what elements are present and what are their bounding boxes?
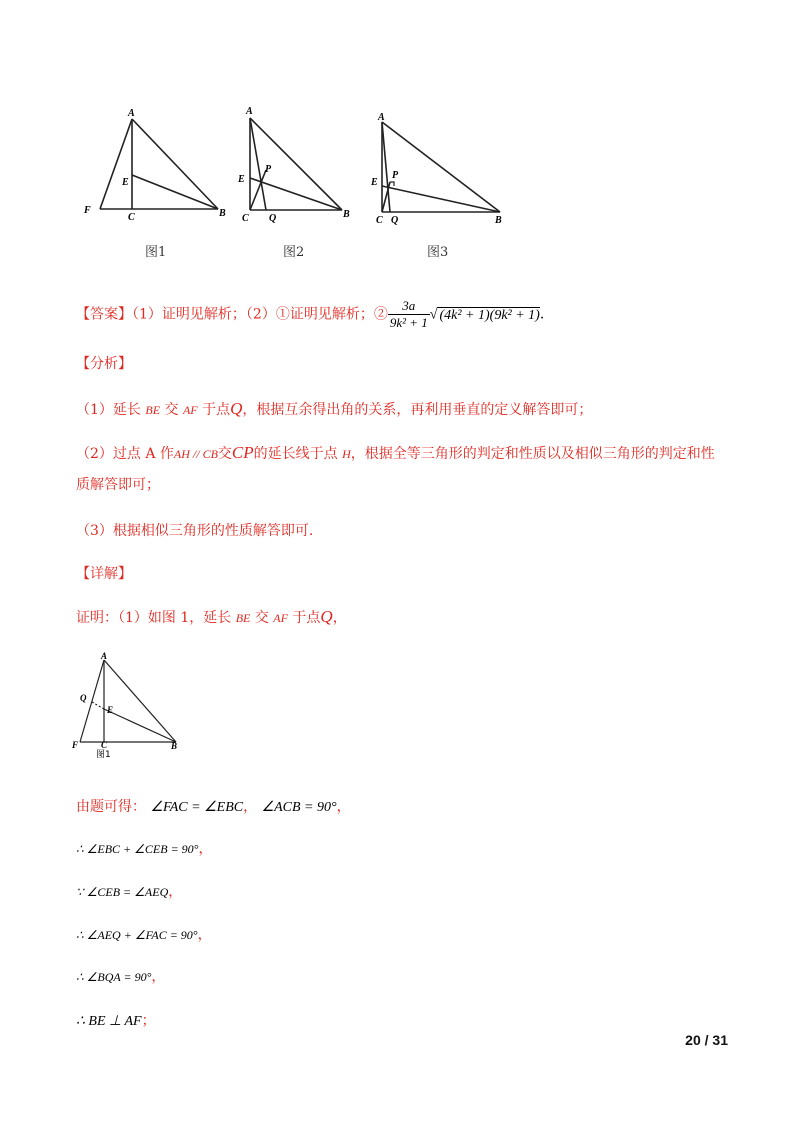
figure-2-caption: 图2 (283, 245, 305, 260)
answer-line: 【答案】（1）证明见解析；（2）①证明见解析；② $\frac{3a}{\text{9k² + 1}}$ √ (4k² + 1)(9k² + 1). (76, 298, 545, 330)
svg-text:Q: Q (269, 213, 277, 224)
figure-2 (232, 100, 357, 229)
figure-detail-diagram (66, 650, 191, 760)
svg-text:C: C (242, 213, 249, 224)
figure-1-caption: 图1 (145, 245, 167, 260)
svg-text:C: C (376, 215, 383, 226)
detail-step-5: ∴ ∠BQA = 90°， (76, 969, 166, 985)
figure-1 (78, 105, 238, 227)
detail-step-6: ∴ BE ⊥ AF； (76, 1013, 156, 1029)
svg-text:图1: 图1 (96, 750, 111, 760)
svg-text:E: E (371, 177, 378, 188)
answer-text: （1）证明见解析；（2）①证明见解析；② (132, 306, 388, 323)
svg-text:B: B (171, 741, 178, 751)
svg-text:A: A (378, 112, 385, 123)
svg-text:A: A (128, 108, 135, 119)
svg-text:P: P (392, 170, 399, 181)
answer-tag: 【答案】 (76, 306, 132, 323)
svg-text:F: F (72, 740, 79, 750)
figure-1-diagram (78, 105, 238, 223)
svg-text:E: E (107, 705, 114, 715)
analysis-line-2: （2）过点 A 作AH // CB交CP的延长线于点 H，根据全等三角形的判定和性质以及相似三角形的判定和性 (76, 443, 715, 462)
figure-detail (66, 650, 191, 764)
figure-2-diagram (232, 100, 357, 225)
analysis-line-1: （1）延长 BE 交 AF 于点Q，根据互余得出角的关系，再利用垂直的定义解答即可； (76, 399, 593, 418)
svg-text:Q: Q (391, 215, 399, 226)
detail-step-4: ∴ ∠AEQ + ∠FAC = 90°， (76, 927, 212, 943)
svg-text:A: A (246, 106, 253, 117)
figure-3-diagram (368, 108, 518, 226)
svg-text:E: E (122, 177, 129, 188)
svg-text:B: B (219, 208, 226, 219)
svg-text:B: B (343, 209, 350, 220)
page-number: 20 / 31 (685, 1032, 728, 1048)
svg-text:E: E (238, 174, 245, 185)
answer-fraction: $\frac{3a}{\text{9k² + 1}}$ (389, 298, 428, 330)
figure-3 (368, 108, 518, 230)
detail-tag: 【详解】 (76, 566, 132, 582)
analysis-tag: 【分析】 (76, 356, 132, 372)
svg-text:C: C (101, 740, 108, 750)
figure-3-caption: 图3 (427, 245, 449, 260)
svg-text:A: A (101, 651, 108, 661)
detail-proof-intro: 证明：（1）如图 1，延长 BE 交 AF 于点Q， (76, 607, 347, 626)
svg-text:Q: Q (80, 693, 87, 703)
svg-text:B: B (495, 215, 502, 226)
svg-text:C: C (128, 212, 135, 223)
svg-text:F: F (84, 205, 91, 216)
detail-step-2: ∴ ∠EBC + ∠CEB = 90°， (76, 841, 213, 857)
svg-text:P: P (265, 164, 272, 175)
analysis-line-4: （3）根据相似三角形的性质解答即可. (76, 523, 314, 539)
detail-step-3: ∵ ∠CEB = ∠AEQ， (76, 884, 183, 900)
analysis-line-3: 质解答即可； (76, 477, 160, 493)
detail-step-1: 由题可得： ∠FAC = ∠EBC， ∠ACB = 90°， (76, 799, 351, 815)
answer-sqrt: √ (4k² + 1)(9k² + 1) (429, 307, 540, 323)
